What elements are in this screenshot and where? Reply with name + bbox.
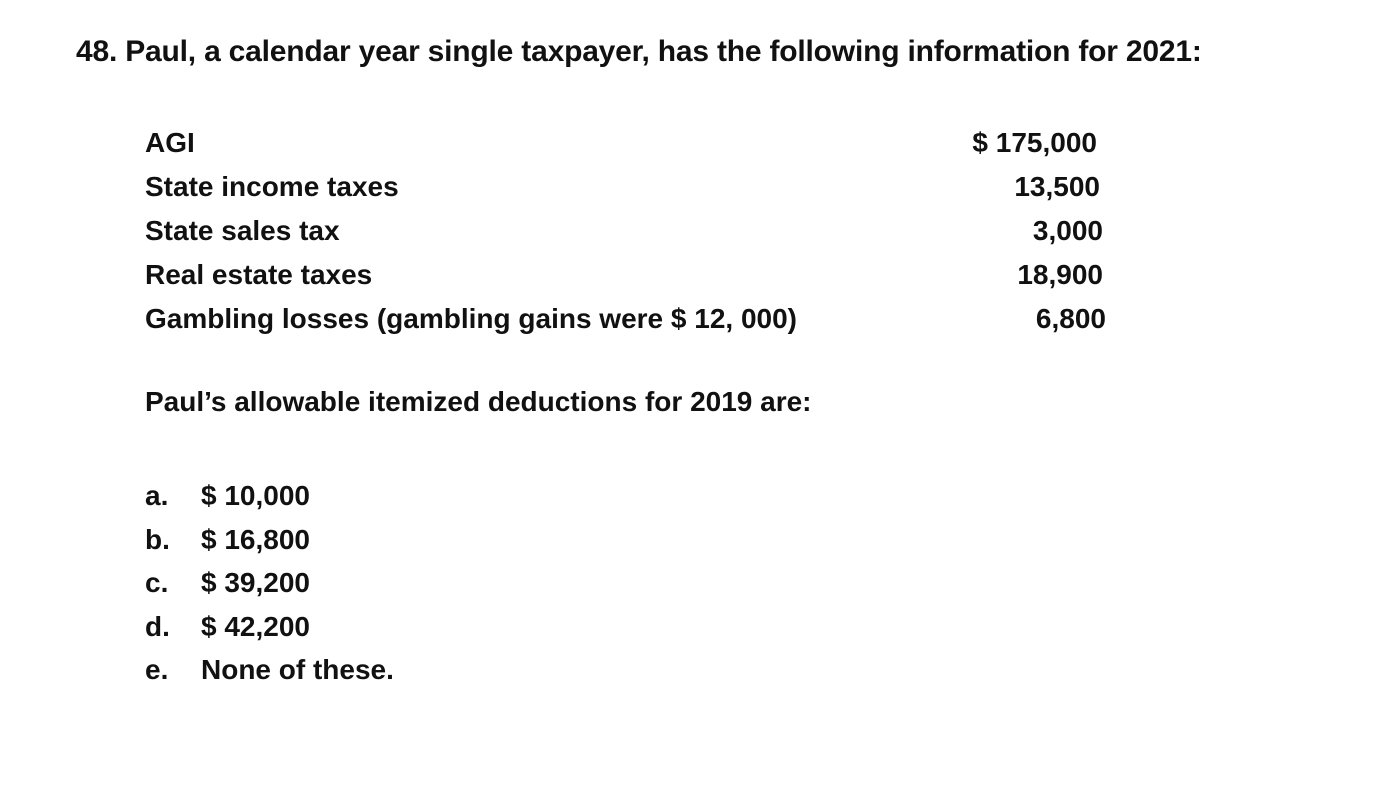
option-text: $ 16,800 [201,523,310,555]
information-value: $ 175,000 [972,127,1097,158]
answer-option-c [145,561,394,605]
question-prompt: Paul’s allowable itemized deductions for 2019 are: [145,386,812,417]
option-text: $ 42,200 [201,610,310,642]
information-table [145,121,1120,341]
option-text: $ 39,200 [201,567,310,598]
information-label: AGI [145,127,195,158]
answer-options [145,474,394,692]
option-letter: a. [145,480,169,511]
answer-option-e [145,648,394,692]
option-text: $ 10,000 [201,480,310,511]
information-row-gambling-losses [145,297,1120,341]
information-value: 18,900 [1017,259,1103,290]
answer-option-a [145,474,394,518]
option-letter: d. [145,610,170,642]
information-label: Gambling losses (gambling gains were $ 12, 000) [145,303,797,334]
option-text: None of these. [201,654,394,685]
question-title: 48. Paul, a calendar year single taxpayer, has the following information for 2021: [76,35,1202,68]
option-letter: c. [145,567,169,598]
option-letter: b. [145,523,170,555]
information-row-real-estate-taxes [145,253,1120,297]
information-row-state-income-taxes [145,165,1120,209]
information-row-agi [145,121,1120,165]
option-letter: e. [145,654,169,685]
information-label: State sales tax [145,215,340,246]
information-value: 13,500 [1014,171,1100,202]
answer-option-b [145,518,394,562]
answer-option-d [145,605,394,649]
information-value: 3,000 [1032,215,1103,246]
information-value: 6,800 [1035,303,1106,334]
information-row-state-sales-tax [145,209,1120,253]
information-label: State income taxes [145,171,399,202]
information-label: Real estate taxes [145,259,373,290]
